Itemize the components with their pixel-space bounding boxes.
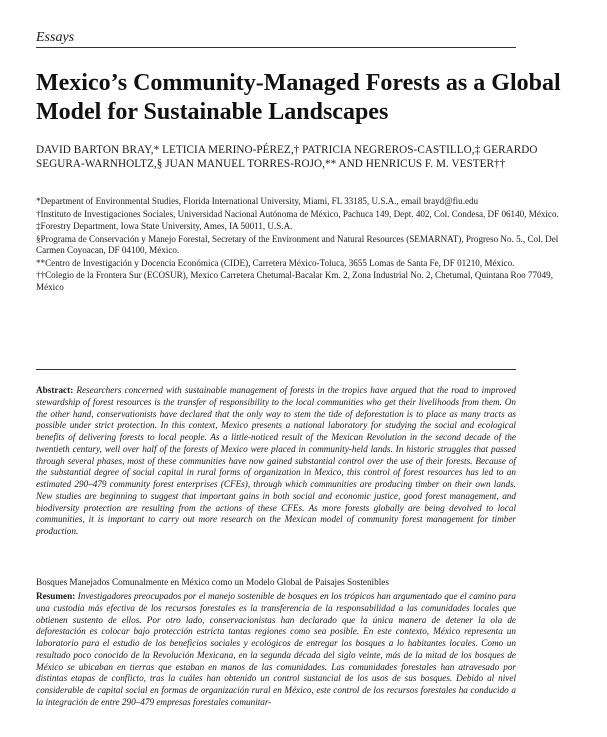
author-list: DAVID BARTON BRAY,* LETICIA MERINO-PÉREZ,† PATRICIA NEGREROS-CASTILLO,‡ GERARDO SEGURA-WARNHOLTZ,§ JUAN MANUEL TORRES-ROJO,** AND HENRICUS F. M. VESTER†† [36, 144, 538, 170]
abstract-text: Researchers concerned with sustainable management of forests in the tropics have argued that the road to improved stewardship of forest resources is the transfer of responsibility to the local communities who get their livelihoods from them. On the other hand, conservationists have declared that the only way to stem the tide of deforestation is to place as many tracts as possible under strict protection. In this context, Mexico presents a national laboratory for studying the social and ecological benefits of delivering forests to local people. As a little-noticed result of the Mexican Revolution in the second decade of the twentieth century, well over half of the forests of Mexico were placed in community-held lands. In historic struggles that passed through several phases, most of these communities have now gained substantial control over the use of their forests. Because of the substantial degree of social capital in rural forms of organization in Mexico, this control of forest resources has led to an estimated 290–479 community forest enterprises (CFEs), through which communities are producing timber on their own lands. New studies are beginning to suggest that important gains in both social and economic justice, good forest management, and biodiversity protection are resulting from the actions of these CFEs. As more forests globally are being devolved to local communities, it is important to carry out more research on the Mexican model of community forest management for timber production. [36, 385, 516, 536]
abstract [36, 385, 516, 538]
article-title: Mexico’s Community-Managed Forests as a Global Model for Sustainable Landscapes [36, 70, 561, 125]
spanish-title: Bosques Manejados Comunalmente en México como un Modelo Global de Paisajes Sostenibles [36, 577, 389, 587]
abstract-divider [36, 369, 516, 370]
affiliations [36, 196, 566, 294]
resumen-text: Investigadores preocupados por el manejo sostenible de bosques en los trópicos han argumentado que el camino para una custodia más efectiva de los recursos forestales es la transferencia de la responsabilidad a las comunidades locales que obtienen sustento de ellos. Por otro lado, conservacionistas han declarado que la única manera de detener la ola de deforestación es colocar bajo protección estricta tantas regiones como sea posible. En este contexto, México representa un laboratorio para el estudio de los beneficios sociales y ecológicos de entregar los bosques a lo habitantes locales. Como un resultado poco conocido de la Revolución Mexicana, en la segunda década del siglo veinte, más de la mitad de los bosques de México se ubicaban en tierras que estaban en manos de las comunidades. Las comunidades forestales han atravesado por distintas etapas de conflicto, tras la cuáles han obtenido un control sustancial de los usos de sus bosques. Debido al nivel considerable de capital social en formas de organización rural en México, este control de los recursos forestales ha conducido a la integración de entre 290–479 empresas forestales comunitar- [36, 591, 516, 707]
affiliation: †Instituto de Investigaciones Sociales, Universidad Nacional Autónoma de México, Pachuca 149, Dept. 402, Col. Condesa, DF 06140, México. [36, 208, 559, 219]
section-label: Essays [36, 30, 75, 45]
affiliation: **Centro de Investigación y Docencia Económica (CIDE), Carretera México-Toluca, 3655 Lomas de Santa Fe, DF 01210, México. [36, 257, 515, 268]
affiliation: *Department of Environmental Studies, Florida International University, Miami, FL 33185, U.S.A., email brayd@fiu.edu [36, 196, 479, 206]
affiliation: §Programa de Conservación y Manejo Forestal, Secretary of the Environment and Natural Resources (SEMARNAT), Progreso No. 5., Col. Del Carmen Coyoacan, DF 04100, México. [36, 233, 559, 256]
affiliation: ‡Forestry Department, Iowa State University, Ames, IA 50011, U.S.A. [36, 221, 293, 231]
resumen-label: Resumen: [36, 591, 76, 601]
resumen [36, 591, 516, 709]
abstract-label: Abstract: [36, 385, 74, 395]
header-divider [36, 47, 516, 48]
affiliation: ††Colegio de la Frontera Sur (ECOSUR), Mexico Carretera Chetumal-Bacalar Km. 2, Zona Industrial No. 2, Chetumal, Quintana Roo 77049, México [36, 270, 553, 292]
